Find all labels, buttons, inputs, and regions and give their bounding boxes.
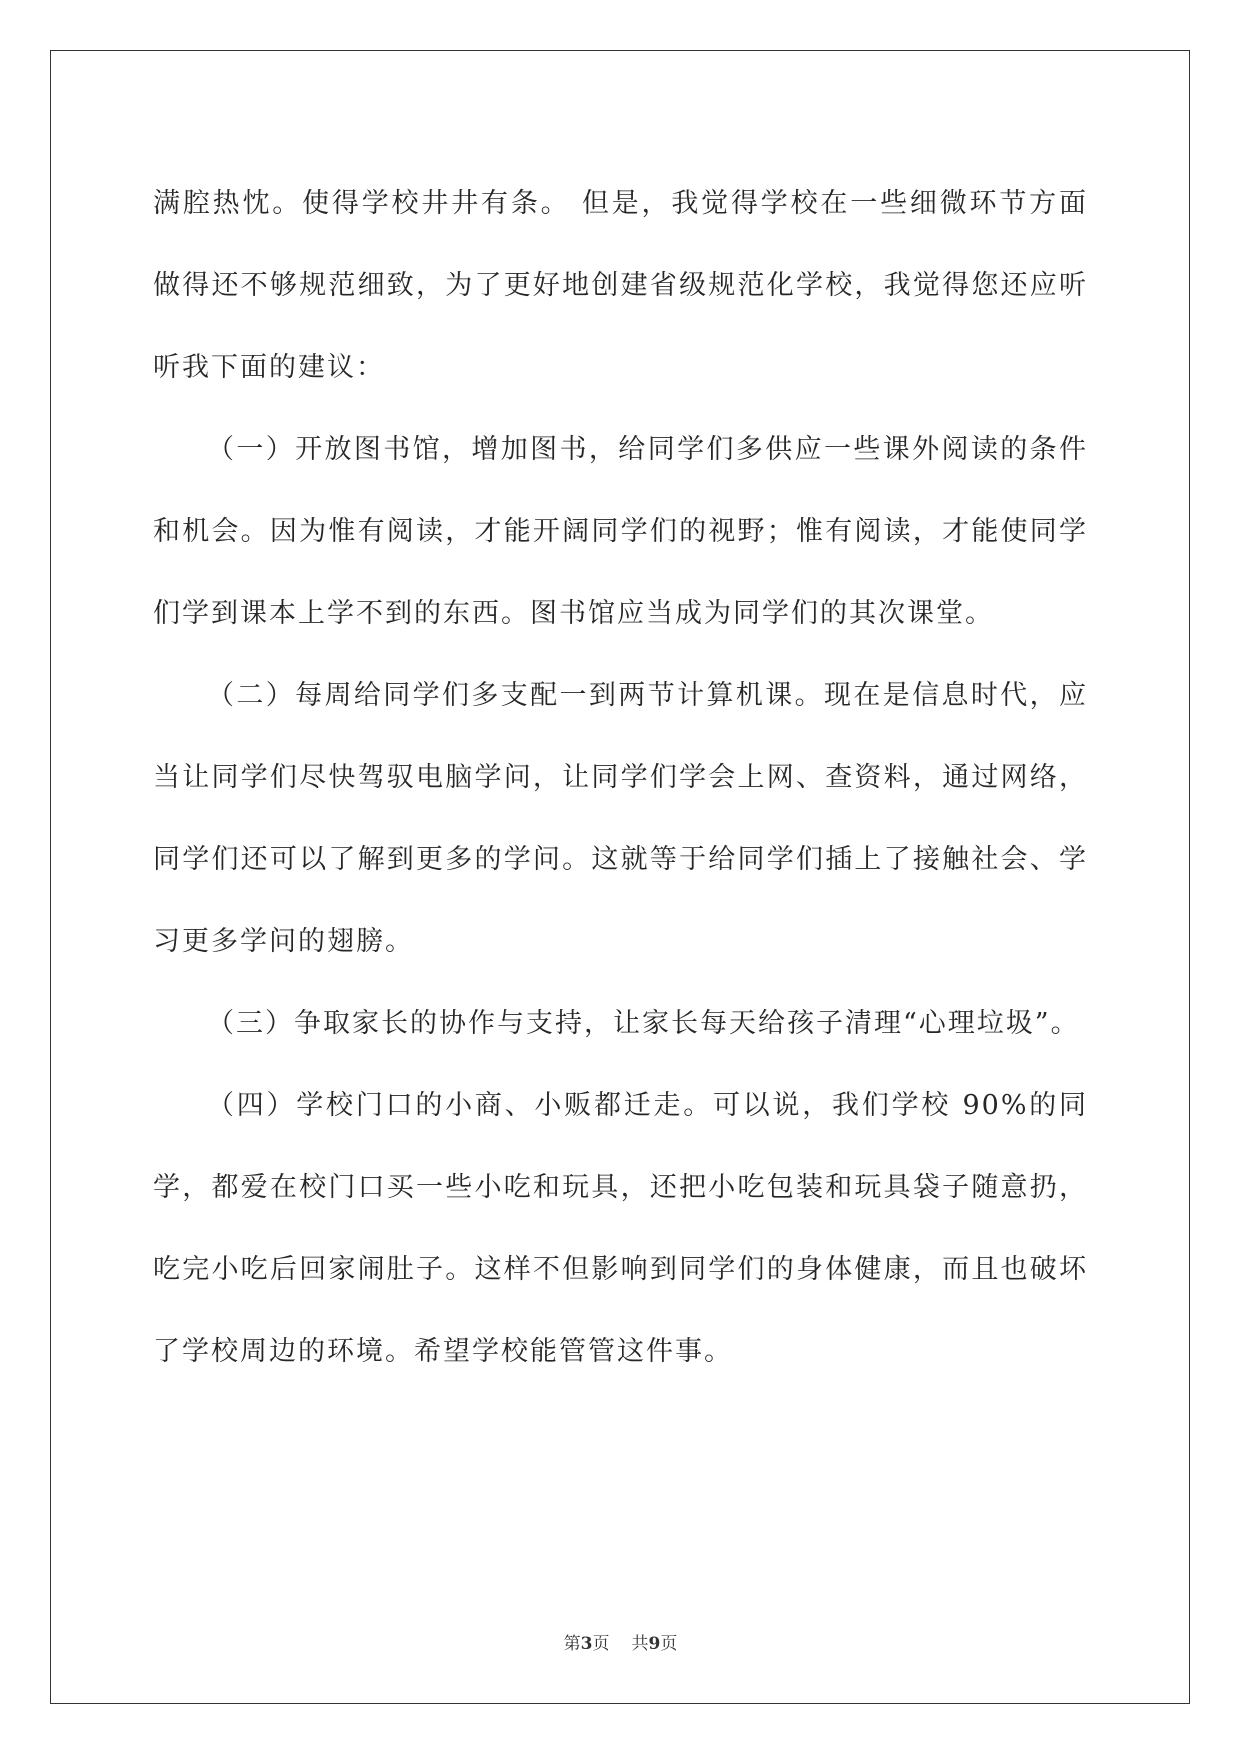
paragraph-suggestion-4: （四）学校门口的小商、小贩都迁走。可以说，我们学校 90%的同学，都爱在校门口买一些小吃和玩具，还把小吃包装和玩具袋子随意扔，吃完小吃后回家闹肚子。这样不但影响到同学们的身体健康，而且也破坏了学校周边的环境。希望学校能管管这件事。 xyxy=(153,1090,1088,1367)
document-body xyxy=(153,163,1088,1393)
page-suffix: 页 xyxy=(592,1634,610,1654)
page-footer xyxy=(0,1629,1241,1654)
total-suffix: 页 xyxy=(660,1634,678,1654)
paragraph-suggestion-3: （三）争取家长的协作与支持，让家长每天给孩子清理“心理垃圾”。 xyxy=(207,1008,1080,1039)
paragraph-intro: 满腔热忱。使得学校井井有条。 但是，我觉得学校在一些细微环节方面做得还不够规范细致，为了更好地创建省级规范化学校，我觉得您还应听听我下面的建议： xyxy=(153,188,1088,383)
paragraph-suggestion-2: （二）每周给同学们多支配一到两节计算机课。现在是信息时代，应当让同学们尽快驾驭电脑学问，让同学们学会上网、查资料，通过网络，同学们还可以了解到更多的学问。这就等于给同学们插上了接触社会、学习更多学问的翅膀。 xyxy=(153,680,1088,957)
page-prefix: 第 xyxy=(563,1634,581,1654)
current-page-number: 3 xyxy=(580,1634,593,1654)
total-prefix: 共 xyxy=(631,1634,649,1654)
paragraph-suggestion-1: （一）开放图书馆，增加图书，给同学们多供应一些课外阅读的条件和机会。因为惟有阅读，才能开阔同学们的视野；惟有阅读，才能使同学们学到课本上学不到的东西。图书馆应当成为同学们的其次课堂。 xyxy=(153,434,1088,629)
total-page-number: 9 xyxy=(648,1634,661,1654)
